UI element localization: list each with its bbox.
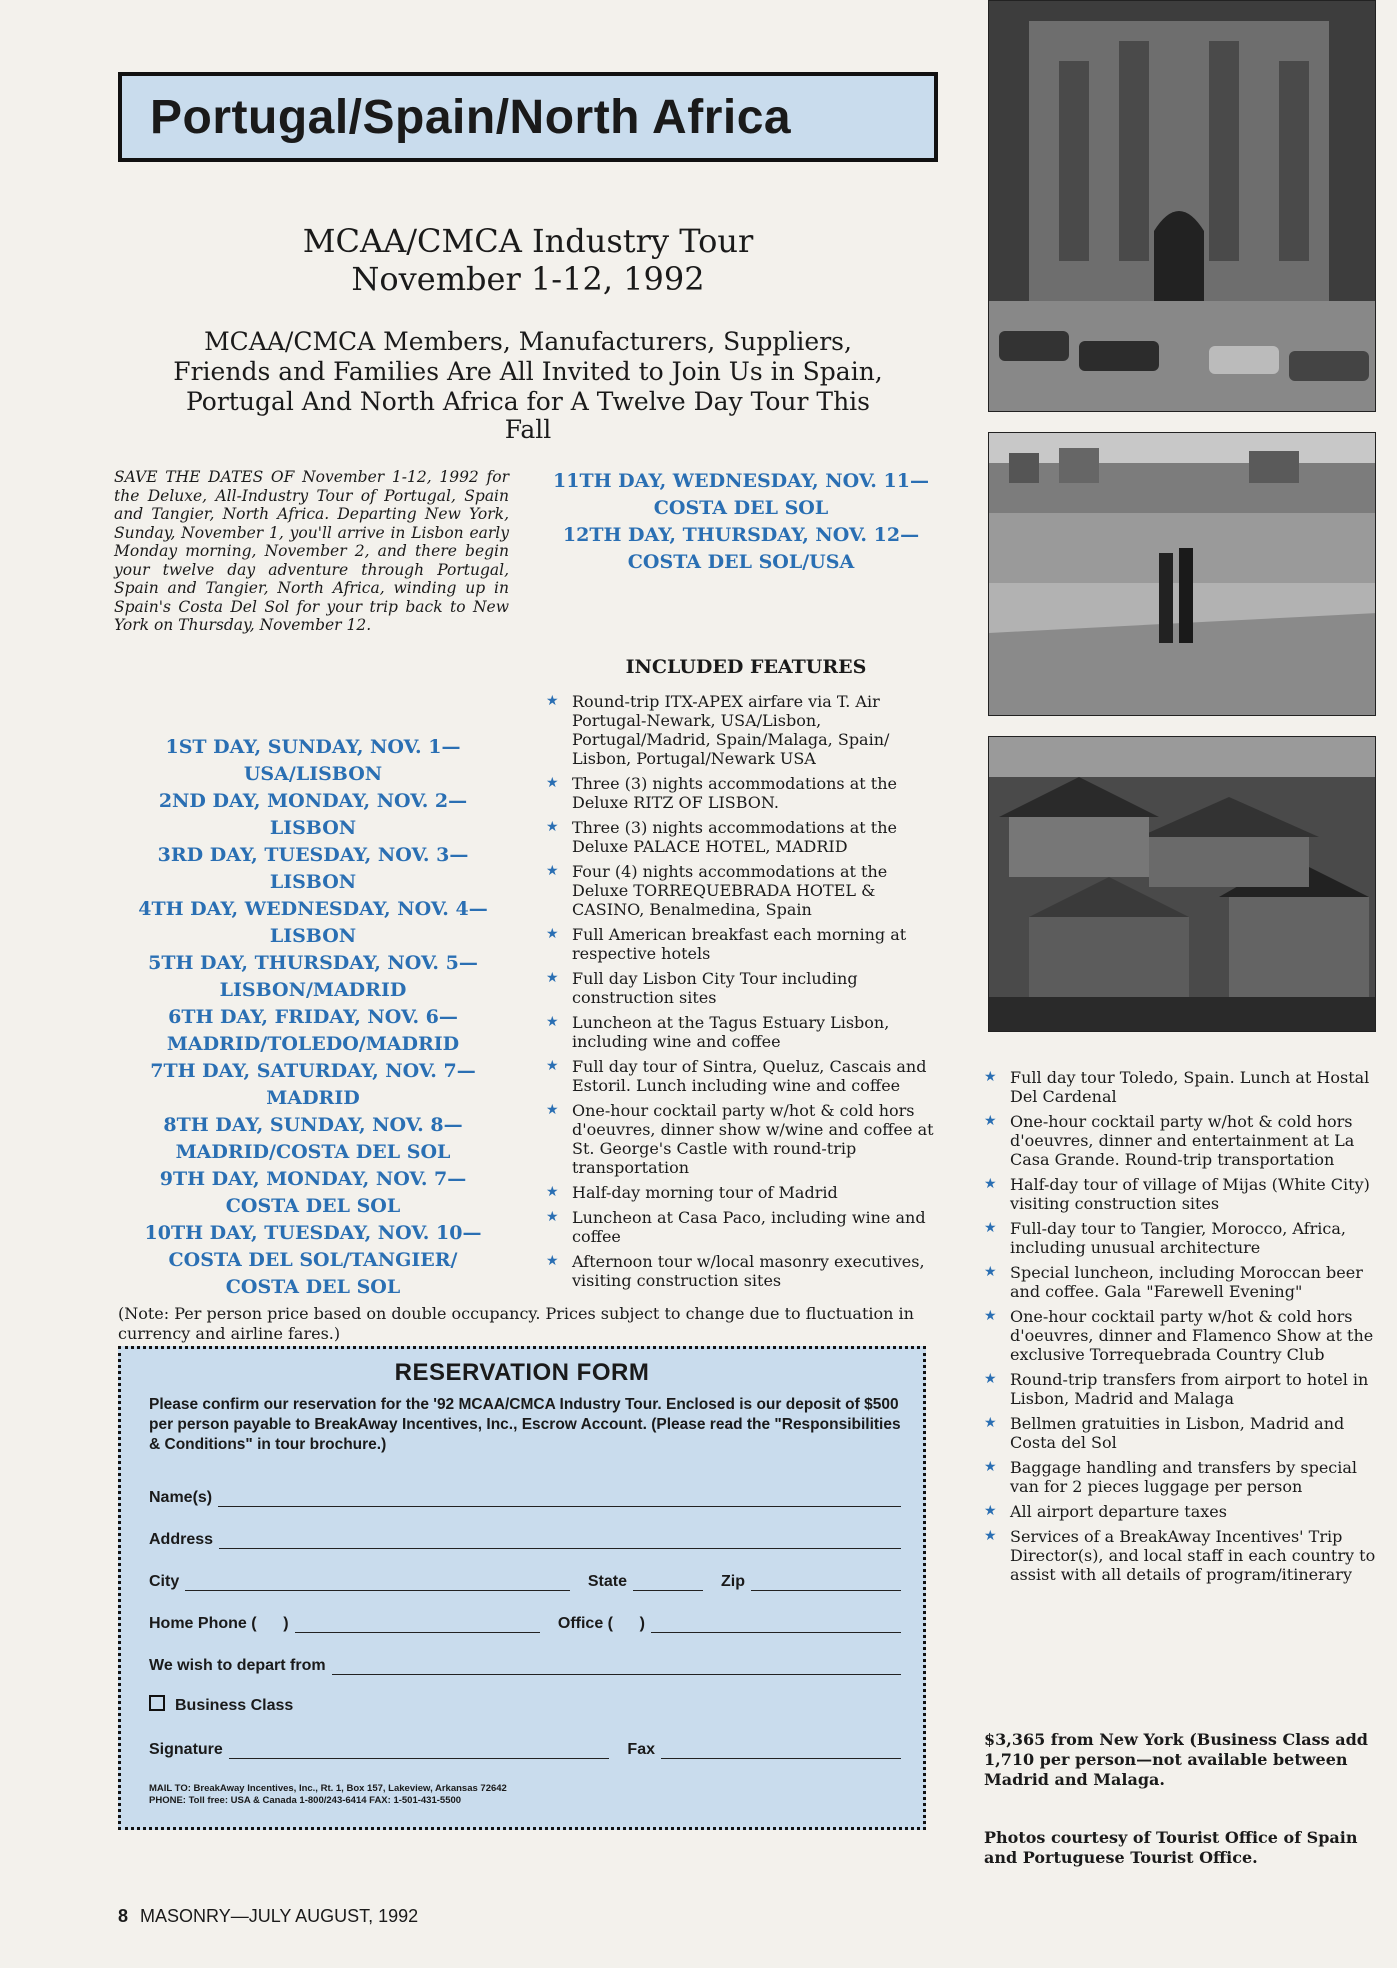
feature-item [546, 862, 946, 919]
star-bullet-icon: ★ [546, 819, 559, 835]
business-class-label: Business Class [175, 1697, 294, 1714]
photo-cathedral [988, 0, 1376, 412]
feature-item [546, 818, 946, 856]
itinerary-days-left [118, 734, 508, 1301]
itinerary-days-right [536, 468, 946, 576]
star-bullet-icon: ★ [546, 1184, 559, 1200]
feature-item [984, 1458, 1376, 1496]
feature-item [546, 1208, 946, 1246]
itinerary-line: LISBON [269, 817, 357, 839]
feature-text: Half-day morning tour of Madrid [572, 1183, 838, 1202]
itinerary-line: LISBON [269, 925, 357, 947]
feature-text: Round-trip transfers from airport to hotel in Lisbon, Madrid and Malaga [1010, 1370, 1369, 1408]
feature-text: Services of a BreakAway Incentives' Trip Director(s), and local staff in each country to assist with all details of program/itinerary [1010, 1527, 1376, 1584]
star-bullet-icon: ★ [546, 863, 559, 879]
star-bullet-icon: ★ [546, 970, 559, 986]
home-phone-label: Home Phone ( ) [149, 1615, 289, 1632]
feature-item [984, 1527, 1376, 1584]
feature-text: Baggage handling and transfers by special van for 2 pieces luggage per person [1010, 1458, 1358, 1496]
feature-item [984, 1414, 1376, 1452]
names-label: Name(s) [149, 1489, 213, 1506]
feature-text: One-hour cocktail party w/hot & cold hors d'oeuvres, dinner and Flamenco Show at the exclusive Torrequebrada Country Club [1010, 1307, 1374, 1364]
address-label: Address [149, 1531, 214, 1548]
star-bullet-icon: ★ [984, 1503, 997, 1519]
publication-name: MASONRY—JULY AUGUST, 1992 [140, 1906, 419, 1926]
subhead-line3: Portugal And North Africa for A Twelve Day Tour This [186, 387, 870, 416]
star-bullet-icon: ★ [546, 926, 559, 942]
subhead-line4: Fall [504, 415, 552, 444]
address-field[interactable] [219, 1534, 901, 1549]
feature-text: Three (3) nights accommodations at the Deluxe RITZ OF LISBON. [572, 774, 897, 812]
fax-field[interactable] [661, 1744, 901, 1759]
feature-text: Full day tour Toledo, Spain. Lunch at Hostal Del Cardenal [1010, 1068, 1370, 1106]
names-field[interactable] [218, 1492, 901, 1507]
star-bullet-icon: ★ [984, 1264, 997, 1280]
itinerary-line: 8TH DAY, SUNDAY, NOV. 8— [163, 1114, 463, 1136]
pricing-note: (Note: Per person price based on double occupancy. Prices subject to change due to fluctuation in currency and airline fares.) [118, 1304, 914, 1343]
signature-field[interactable] [229, 1744, 610, 1759]
feature-item [984, 1219, 1376, 1257]
itinerary-line: MADRID/TOLEDO/MADRID [166, 1033, 460, 1055]
star-bullet-icon: ★ [546, 775, 559, 791]
included-features-continued [984, 1068, 1376, 1590]
itinerary-line: COSTA DEL SOL [653, 497, 829, 519]
included-features [546, 656, 946, 1296]
feature-item [546, 774, 946, 812]
price-info: $3,365 from New York (Business Class add 1,710 per person—not available between Madrid and Malaga. [984, 1730, 1368, 1789]
star-bullet-icon: ★ [546, 1253, 559, 1269]
star-bullet-icon: ★ [984, 1415, 997, 1431]
phone-row [149, 1611, 901, 1633]
itinerary-line: COSTA DEL SOL/USA [627, 551, 855, 573]
feature-item [546, 1057, 946, 1095]
star-bullet-icon: ★ [546, 1209, 559, 1225]
names-row [149, 1485, 901, 1507]
section-banner: Portugal/Spain/North Africa [118, 72, 938, 162]
features-heading: INCLUDED FEATURES [625, 656, 867, 678]
feature-text: Luncheon at Casa Paco, including wine and coffee [572, 1208, 926, 1246]
star-bullet-icon: ★ [546, 1014, 559, 1030]
tour-title-line1: MCAA/CMCA Industry Tour [302, 222, 754, 260]
feature-text: Four (4) nights accommodations at the Deluxe TORREQUEBRADA HOTEL & CASINO, Benalmedina, Spain [572, 862, 888, 919]
rooftops-image [989, 737, 1376, 1032]
star-bullet-icon: ★ [984, 1528, 997, 1544]
feature-item [546, 1252, 946, 1290]
mailing-info [149, 1783, 507, 1807]
feature-text: One-hour cocktail party w/hot & cold hors d'oeuvres, dinner show w/wine and coffee at St. George's Castle with round-trip transportation [572, 1101, 934, 1177]
subhead-line1: MCAA/CMCA Members, Manufacturers, Suppliers, [204, 327, 852, 356]
feature-text: Full-day tour to Tangier, Morocco, Africa, including unusual architecture [1010, 1219, 1346, 1257]
tour-title-line2: November 1-12, 1992 [351, 260, 705, 298]
star-bullet-icon: ★ [984, 1220, 997, 1236]
subhead-line2: Friends and Families Are All Invited to Join Us in Spain, [173, 357, 883, 386]
star-bullet-icon: ★ [984, 1069, 997, 1085]
fax-label: Fax [627, 1741, 655, 1758]
state-field[interactable] [633, 1576, 703, 1591]
state-label: State [587, 1573, 627, 1590]
river-town-image [989, 433, 1376, 716]
feature-item [546, 692, 946, 768]
depart-field[interactable] [332, 1660, 901, 1675]
home-phone-field[interactable] [295, 1618, 540, 1633]
itinerary-line: 6TH DAY, FRIDAY, NOV. 6— [168, 1006, 458, 1028]
itinerary-line: COSTA DEL SOL [225, 1276, 401, 1298]
itinerary-line: 11TH DAY, WEDNESDAY, NOV. 11— [553, 470, 929, 492]
depart-label: We wish to depart from [149, 1657, 326, 1674]
itinerary-line: LISBON/MADRID [219, 979, 407, 1001]
feature-item [984, 1307, 1376, 1364]
save-dates-paragraph: SAVE THE DATES OF November 1-12, 1992 for the Deluxe, All-Industry Tour of Portugal, Spain and Tangier, North Africa. Departing New York, Sunday, November 1, you'll arrive in Lisbon early Monday morning, November 2, and there begin your twelve day adventure through Portugal, Spain and Tangier, North Africa, winding up in Spain's Costa Del Sol for your trip back to New York on Thursday, November 12. [114, 468, 509, 634]
photo-river-town [988, 432, 1376, 716]
star-bullet-icon: ★ [546, 1102, 559, 1118]
feature-item [984, 1370, 1376, 1408]
feature-item [546, 1013, 946, 1051]
feature-text: Afternoon tour w/local masonry executives, visiting construction sites [572, 1252, 925, 1290]
star-bullet-icon: ★ [546, 693, 559, 709]
itinerary-line: 9TH DAY, MONDAY, NOV. 7— [159, 1168, 467, 1190]
form-title: RESERVATION FORM [394, 1359, 650, 1386]
itinerary-line: 2ND DAY, MONDAY, NOV. 2— [158, 790, 468, 812]
feature-item [546, 969, 946, 1007]
star-bullet-icon: ★ [546, 1058, 559, 1074]
star-bullet-icon: ★ [984, 1113, 997, 1129]
feature-text: All airport departure taxes [1010, 1502, 1227, 1521]
star-bullet-icon: ★ [984, 1459, 997, 1475]
itinerary-line: 1ST DAY, SUNDAY, NOV. 1— [165, 736, 461, 758]
cathedral-image [989, 1, 1376, 412]
feature-item [546, 1101, 946, 1177]
itinerary-line: 12TH DAY, THURSDAY, NOV. 12— [562, 524, 920, 546]
office-phone-field[interactable] [651, 1618, 901, 1633]
photo-credit: Photos courtesy of Tourist Office of Spain and Portuguese Tourist Office. [984, 1828, 1358, 1867]
itinerary-line: MADRID/COSTA DEL SOL [175, 1141, 451, 1163]
contact-phone: PHONE: Toll free: USA & Canada 1-800/243-6414 FAX: 1-501-431-5500 [149, 1795, 462, 1806]
feature-text: Full American breakfast each morning at respective hotels [572, 925, 907, 963]
itinerary-line: 10TH DAY, TUESDAY, NOV. 10— [144, 1222, 482, 1244]
itinerary-line: LISBON [269, 871, 357, 893]
city-row [149, 1569, 901, 1591]
feature-text: One-hour cocktail party w/hot & cold hors d'oeuvres, dinner and entertainment at La Casa Grande. Round-trip transportation [1010, 1112, 1355, 1169]
feature-item [984, 1502, 1376, 1521]
zip-label: Zip [721, 1573, 745, 1590]
page-number: 8 [118, 1906, 129, 1926]
city-field[interactable] [185, 1576, 570, 1591]
feature-item [984, 1112, 1376, 1169]
mail-to-address: MAIL TO: BreakAway Incentives, Inc., Rt. 1, Box 157, Lakeview, Arkansas 72642 [149, 1783, 507, 1794]
feature-text: Full day tour of Sintra, Queluz, Cascais and Estoril. Lunch including wine and coffee [572, 1057, 927, 1095]
feature-text: Half-day tour of village of Mijas (White City) visiting construction sites [1010, 1175, 1370, 1213]
itinerary-line: 4TH DAY, WEDNESDAY, NOV. 4— [138, 898, 488, 920]
photo-rooftops [988, 736, 1376, 1032]
features-list [546, 692, 946, 1290]
feature-item [546, 925, 946, 963]
reservation-form [118, 1346, 926, 1830]
feature-item [984, 1068, 1376, 1106]
feature-item [984, 1263, 1376, 1301]
signature-row [149, 1737, 901, 1759]
feature-text: Bellmen gratuities in Lisbon, Madrid and Costa del Sol [1010, 1414, 1345, 1452]
city-label: City [149, 1573, 180, 1590]
itinerary-line: 7TH DAY, SATURDAY, NOV. 7— [150, 1060, 476, 1082]
feature-text: Full day Lisbon City Tour including construction sites [572, 969, 858, 1007]
itinerary-line: 5TH DAY, THURSDAY, NOV. 5— [148, 952, 478, 974]
itinerary-line: MADRID [266, 1087, 360, 1109]
business-class-row [149, 1695, 293, 1715]
feature-text: Special luncheon, including Moroccan beer and coffee. Gala "Farewell Evening" [1010, 1263, 1363, 1301]
star-bullet-icon: ★ [984, 1371, 997, 1387]
page-footer [118, 1906, 418, 1927]
itinerary-line: COSTA DEL SOL/TANGIER/ [168, 1249, 458, 1271]
itinerary-line: USA/LISBON [243, 763, 383, 785]
feature-item [984, 1175, 1376, 1213]
address-row [149, 1527, 901, 1549]
star-bullet-icon: ★ [984, 1308, 997, 1324]
signature-label: Signature [149, 1741, 223, 1758]
zip-field[interactable] [751, 1576, 901, 1591]
business-class-checkbox[interactable] [149, 1695, 165, 1711]
feature-item [546, 1183, 946, 1202]
form-intro: Please confirm our reservation for the '92 MCAA/CMCA Industry Tour. Enclosed is our deposit of $500 per person payable to BreakAway Incentives, Inc., Escrow Account. (Please read the "Responsibilities & Conditions" in tour brochure.) [149, 1396, 901, 1453]
feature-text: Luncheon at the Tagus Estuary Lisbon, including wine and coffee [572, 1013, 890, 1051]
office-phone-label: Office ( ) [557, 1615, 645, 1632]
star-bullet-icon: ★ [984, 1176, 997, 1192]
itinerary-line: COSTA DEL SOL [225, 1195, 401, 1217]
features-list-continued [984, 1068, 1376, 1584]
feature-text: Three (3) nights accommodations at the Deluxe PALACE HOTEL, MADRID [572, 818, 897, 856]
depart-row [149, 1653, 901, 1675]
itinerary-line: 3RD DAY, TUESDAY, NOV. 3— [157, 844, 469, 866]
feature-text: Round-trip ITX-APEX airfare via T. Air Portugal-Newark, USA/Lisbon, Portugal/Madrid, Spain/Malaga, Spain/ Lisbon, Portugal/Newark USA [572, 692, 890, 768]
